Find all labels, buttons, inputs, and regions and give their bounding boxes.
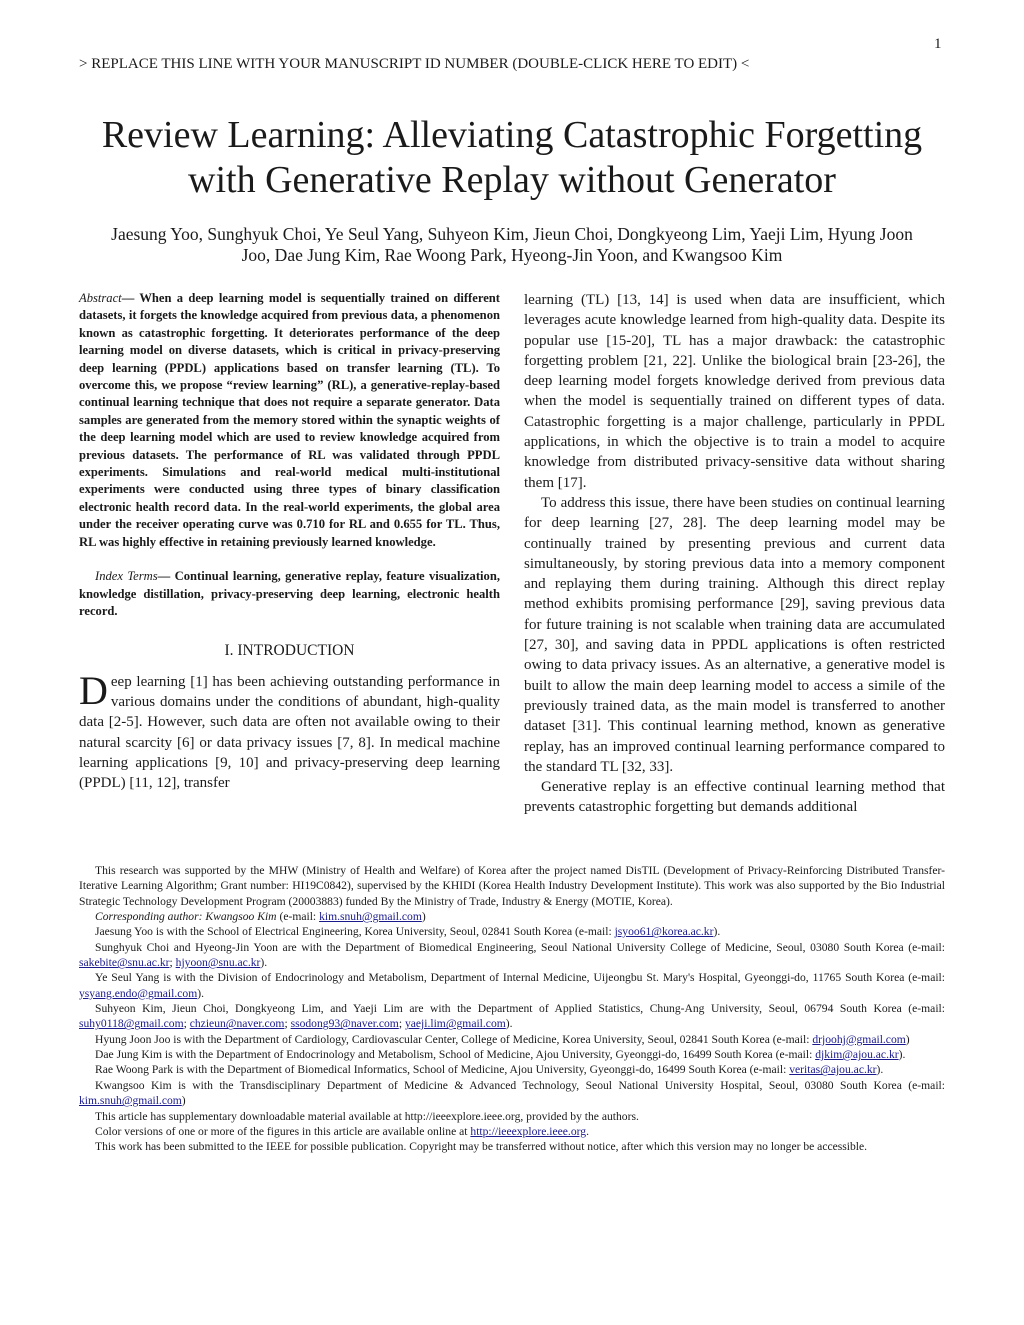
right-column xyxy=(524,290,945,818)
affiliation-note xyxy=(79,1001,945,1032)
drop-cap: D xyxy=(79,667,108,713)
affiliation-text: Kwangsoo Kim is with the Transdisciplinary Department of Medicine & Advanced Technology, Seoul National University Hospital, Seoul, 03080 South Korea ( xyxy=(95,1078,913,1092)
index-terms-label: Index Terms xyxy=(95,569,158,584)
affiliation-text: Suhyeon Kim, Jieun Choi, Dongkyeong Lim, and Yaeji Lim are with the Department of Applied Statistics, Chung-Ang University, Seoul, 06794 South Korea ( xyxy=(95,1002,913,1016)
text-fragment: ). xyxy=(898,1048,906,1062)
text-fragment: ; xyxy=(169,956,176,970)
corresponding-author-label: Corresponding author: Kwangsoo Kim xyxy=(95,910,277,924)
text-fragment: ) xyxy=(905,1032,910,1046)
text-fragment: ; xyxy=(398,1017,405,1031)
affiliation-text: Sunghyuk Choi and Hyeong-Jin Yoon are with the Department of Biomedical Engineering, Seoul National University College of Medicine, Seoul, 03080 South Korea ( xyxy=(95,940,913,954)
submission-note: This work has been submitted to the IEEE for possible publication. Copyright may be transferred without notice, after which this version may no longer be accessible. xyxy=(95,1140,868,1154)
affiliation-text: Jaesung Yoo is with the School of Electrical Engineering, Korea University, Seoul, 02841 South Korea (e-mail: xyxy=(95,925,615,939)
section-heading-introduction: I. INTRODUCTION xyxy=(224,642,355,660)
title-line-2: with Generative Replay without Generator xyxy=(188,159,836,201)
authors-line-2: Joo, Dae Jung Kim, Rae Woong Park, Hyeong-Jin Yoon, and Kwangsoo Kim xyxy=(241,245,783,265)
intro-paragraph-2: To address this issue, there have been studies on continual learning for deep learning [27, 28]. The deep learning model may be continually trained by presenting previous and current data simultaneously, by storing previous data into a memory component and replaying them during training. Although this direct replay method exhibits promising performance [29], saving previous data for future training is not scalable when training data are accumulated [27, 30], and saving data in PPDL applications is often restricted owing to data privacy issues. As an alternative, a generative model is built to allow the main deep learning model to access a simile of the previously trained data, as the main model is transferred to another dataset [31]. This continual learning method, known as generative replay, has an improved continual learning performance compared to the standard TL [32, 33]. xyxy=(524,494,945,775)
abstract-text: — When a deep learning model is sequentially trained on different datasets, it forgets the knowledge acquired from previous data, a phenomenon known as catastrophic forgetting. It deteriorates performance of the deep learning model on diverse datasets, which is critical in privacy-preserving deep learning (PPDL) applications based on transfer learning (TL). To overcome this, we propose “review learning” (RL), a generative-replay-based continual learning technique that does not require a separate generator. Data samples are generated from the memory stored within the synaptic weights of the deep learning model which are used to review knowledge acquired from previous datasets. The performance of RL was validated through PPDL experiments. Simulations and real-world medical multi-institutional experiments were conducted using three types of binary classification electronic health record data. In the real-world experiments, the global area under the receiver operating curve was 0.710 for RL and 0.655 for TL. Thus, RL was highly effective in retaining previously learned knowledge. xyxy=(79,291,500,549)
text-fragment: ) xyxy=(421,910,426,924)
intro-paragraph-1-text: eep learning [1] has been achieving outstanding performance in various domains under the conditions of abundant, high-quality data [2-5]. However, such data are often not available owing to their natural scarcity [6] or data privacy issues [7, 8]. In medical machine learning applications [9, 10] and privacy-preserving deep learning (PPDL) [11, 12], transfer xyxy=(79,673,500,792)
affiliation-note xyxy=(79,924,945,939)
intro-paragraph-3: Generative replay is an effective continual learning method that prevents catastrophic forgetting but demands additional xyxy=(524,779,945,816)
abstract-label: Abstract xyxy=(79,291,122,305)
affiliation-text: Rae Woong Park is with the Department of Biomedical Informatics, School of Medicine, Ajou University, Gyeonggi-do, 16499 South Korea (e-mail: xyxy=(95,1063,790,1077)
email-link[interactable]: drjoohj@gmail.com xyxy=(812,1032,906,1046)
affiliation-note xyxy=(79,1078,945,1109)
text-fragment: ; xyxy=(183,1017,190,1031)
email-link[interactable]: suhy0118@gmail.com xyxy=(79,1017,184,1031)
authors-line-1: Jaesung Yoo, Sunghyuk Choi, Ye Seul Yang, Suhyeon Kim, Jieun Choi, Dongkyeong Lim, Yaeji Lim, Hyung Joon xyxy=(111,224,913,244)
email-link[interactable]: veritas@ajou.ac.kr xyxy=(789,1063,877,1077)
funding-note: This research was supported by the MHW (Ministry of Health and Welfare) of Korea after the project named DisTIL (Development of Privacy-Reinforcing Distributed Transfer-Iterative Learning Algorithm; Grant number: HI19C0842), supervised by the KHIDI (Korea Health Industry Development Institute). This work was also supported by the Bio Industrial Strategic Technology Development Program (20003883) funded By the Ministry of Trade, Industry & Energy (MOTIE, Korea). xyxy=(79,864,945,908)
affiliation-note xyxy=(79,1047,945,1062)
intro-paragraph-1-continued: learning (TL) [13, 14] is used when data are insufficient, which leverages acute knowledge learned from high-quality data. Despite its popular use [15-20], TL has a major drawback: the catastrophic forgetting problem [21, 22]. Unlike the biological brain [23-26], the deep learning model forgets knowledge derived from previous data when the model is sequentially trained on different types of data. Catastrophic forgetting is a major challenge, particularly in PPDL applications, in which the objective is to train a model to acquire knowledge from distributed privacy-sensitive data without sharing them [17]. xyxy=(524,292,945,491)
color-versions-note xyxy=(79,1124,945,1139)
affiliation-text: Ye Seul Yang is with the Division of Endocrinology and Metabolism, Department of Internal Medicine, Uijeongbu St. Mary's Hospital, Gyeonggi-do, 11765 South Korea (e-mail: xyxy=(95,971,945,985)
affiliation-text: Hyung Joon Joo is with the Department of Cardiology, Cardiovascular Center, College of Medicine, Korea University, Seoul, 02841 South Korea (e-mail: xyxy=(95,1032,813,1046)
index-terms-text: — Continual learning, generative replay, feature visualization, knowledge distillation, privacy-preserving deep learning, electronic health record. xyxy=(79,569,500,618)
text-fragment: (e-mail: xyxy=(276,910,320,924)
manuscript-id-line[interactable]: > REPLACE THIS LINE WITH YOUR MANUSCRIPT ID NUMBER (DOUBLE-CLICK HERE TO EDIT) < xyxy=(79,56,750,72)
text-fragment: ). xyxy=(197,986,204,1000)
text-fragment: e-mail: xyxy=(912,1078,945,1092)
email-link[interactable]: sakebite@snu.ac.kr xyxy=(79,956,170,970)
intro-paragraph-1 xyxy=(79,667,500,794)
text-fragment: e-mail: xyxy=(912,1002,945,1016)
supplementary-note: This article has supplementary downloadable material available at http://ieeexplore.ieee.org, provided by the authors. xyxy=(95,1109,639,1123)
email-link[interactable]: ysyang.endo@gmail.com xyxy=(79,986,198,1000)
email-link[interactable]: kim.snuh@gmail.com xyxy=(319,910,422,924)
affiliation-note xyxy=(79,940,945,971)
text-fragment: ). xyxy=(713,925,721,939)
text-fragment: e-mail: xyxy=(912,940,945,954)
email-link[interactable]: yaeji.lim@gmail.com xyxy=(404,1017,506,1031)
text-fragment: ). xyxy=(505,1017,513,1031)
text-fragment: ). xyxy=(876,1063,884,1077)
email-link[interactable]: chzieun@naver.com xyxy=(189,1017,285,1031)
corresponding-author-note xyxy=(79,909,945,924)
email-link[interactable]: ssodong93@naver.com xyxy=(290,1017,399,1031)
title-line-1: Review Learning: Alleviating Catastrophic Forgetting xyxy=(101,114,923,156)
text-fragment: Color versions of one or more of the figures in this article are available online at xyxy=(95,1124,471,1138)
author-list xyxy=(0,224,1024,266)
ieee-link[interactable]: http://ieeexplore.ieee.org xyxy=(470,1124,587,1138)
abstract xyxy=(79,290,500,551)
email-link[interactable]: hjyoon@snu.ac.kr xyxy=(175,956,261,970)
text-fragment: ). xyxy=(260,956,268,970)
affiliation-note xyxy=(79,1062,945,1077)
affiliation-note xyxy=(79,1032,945,1047)
text-fragment: ) xyxy=(181,1094,186,1108)
email-link[interactable]: kim.snuh@gmail.com xyxy=(79,1094,182,1108)
affiliation-text: Dae Jung Kim is with the Department of Endocrinology and Metabolism, School of Medicine, Ajou University, Gyeonggi-do, 16499 South Korea (e-mail: xyxy=(95,1048,816,1062)
left-column xyxy=(79,290,500,793)
paper-title xyxy=(0,113,1024,203)
email-link[interactable]: djkim@ajou.ac.kr xyxy=(815,1048,899,1062)
page-number: 1 xyxy=(934,36,942,52)
text-fragment: ; xyxy=(284,1017,291,1031)
affiliation-note xyxy=(79,970,945,1001)
index-terms xyxy=(79,568,500,620)
footnotes xyxy=(79,863,945,1155)
email-link[interactable]: jsyoo61@korea.ac.kr xyxy=(614,925,714,939)
text-fragment: . xyxy=(586,1124,589,1138)
